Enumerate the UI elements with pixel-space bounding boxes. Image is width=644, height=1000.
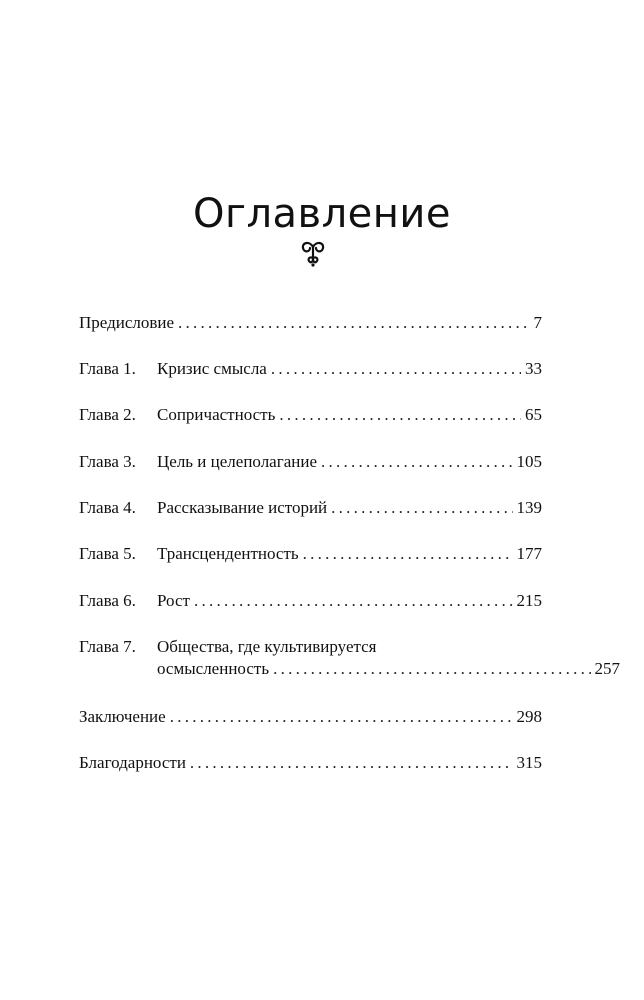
toc-entry-acknowledgments[interactable] <box>79 752 542 774</box>
entry-title-continued: осмысленность <box>157 659 270 678</box>
toc-entry-chapter-5[interactable] <box>79 543 542 565</box>
page-number: 7 <box>533 313 542 332</box>
chapter-number: Глава 5. <box>79 544 136 563</box>
page-number: 33 <box>525 359 542 378</box>
dot-leader <box>190 752 513 774</box>
toc-entry-chapter-2[interactable] <box>79 404 542 426</box>
toc-entry-chapter-4[interactable] <box>79 497 542 519</box>
chapter-number: Глава 4. <box>79 498 136 517</box>
chapter-number: Глава 2. <box>79 405 136 424</box>
dot-leader <box>273 658 590 680</box>
toc-entry-chapter-3[interactable] <box>79 451 542 473</box>
entry-title: Сопричастность <box>157 405 276 424</box>
dot-leader <box>170 706 513 728</box>
page-number: 139 <box>516 498 542 517</box>
page-number: 65 <box>525 405 542 424</box>
page-title: Оглавление <box>192 190 452 237</box>
page-number: 298 <box>516 707 542 726</box>
entry-title: Общества, где культивируется <box>157 637 377 656</box>
chapter-number: Глава 7. <box>79 637 136 656</box>
dot-leader <box>178 312 529 334</box>
chapter-number: Глава 6. <box>79 591 136 610</box>
entry-title: Благодарности <box>79 753 186 772</box>
chapter-number: Глава 1. <box>79 359 136 378</box>
entry-title: Заключение <box>79 707 166 726</box>
entry-title: Трансцендентность <box>157 544 299 563</box>
page-number: 215 <box>516 591 542 610</box>
page-number: 177 <box>516 544 542 563</box>
toc-entry-chapter-1[interactable] <box>79 358 542 380</box>
entry-title: Рассказывание историй <box>157 498 328 517</box>
toc-entry-conclusion[interactable] <box>79 706 542 728</box>
toc-entry-preface[interactable] <box>79 312 542 334</box>
dot-leader <box>303 543 513 565</box>
page-number: 315 <box>516 753 542 772</box>
toc-entry-chapter-7[interactable] <box>79 636 620 680</box>
entry-title: Цель и целеполагание <box>157 452 317 471</box>
entry-title: Предисловие <box>79 313 175 332</box>
fleuron-icon <box>298 238 328 268</box>
dot-leader <box>271 358 521 380</box>
page-number: 257 <box>594 659 620 678</box>
dot-leader <box>331 497 512 519</box>
entry-title: Рост <box>157 591 190 610</box>
toc-entry-chapter-6[interactable] <box>79 590 542 612</box>
chapter-number: Глава 3. <box>79 452 136 471</box>
dot-leader <box>194 590 513 612</box>
page-number: 105 <box>516 452 542 471</box>
dot-leader <box>321 451 513 473</box>
dot-leader <box>279 404 521 426</box>
entry-title: Кризис смысла <box>157 359 267 378</box>
